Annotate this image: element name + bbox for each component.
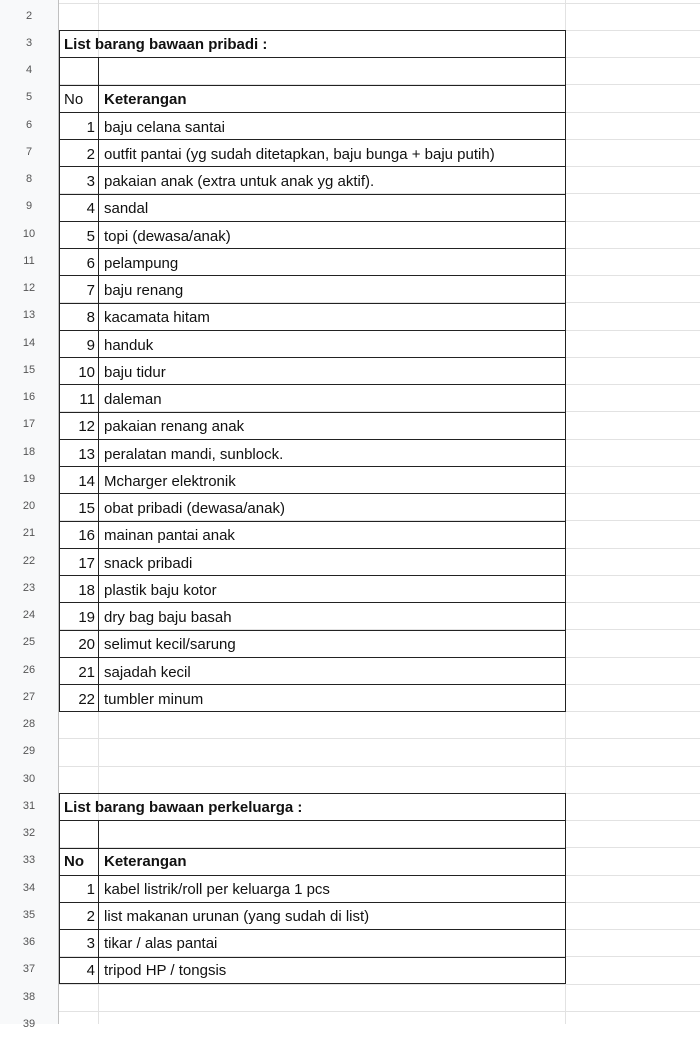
row-number[interactable]: 7 [25, 145, 33, 158]
personal-header-no[interactable]: No [64, 91, 84, 108]
personal-column-border [98, 57, 99, 711]
personal-item-number[interactable]: 22 [78, 690, 95, 708]
row-number[interactable]: 4 [25, 64, 33, 76]
family-header-no[interactable]: No [64, 853, 84, 870]
row-number[interactable]: 20 [22, 500, 36, 512]
personal-item-number[interactable]: 21 [78, 663, 95, 681]
row-number[interactable]: 15 [22, 363, 36, 376]
family-item-description[interactable]: tikar / alas pantai [104, 935, 218, 952]
row-number[interactable]: 2 [25, 9, 33, 22]
personal-item-number[interactable]: 6 [86, 254, 95, 272]
personal-item-description[interactable]: pakaian anak (extra untuk anak yg aktif). [104, 173, 375, 190]
family-item-number[interactable]: 4 [86, 962, 95, 980]
row-number[interactable]: 17 [22, 418, 36, 431]
family-column-border [98, 820, 99, 984]
row-number[interactable]: 35 [22, 908, 36, 921]
row-number[interactable]: 21 [22, 527, 36, 540]
row-number[interactable]: 29 [22, 745, 36, 758]
family-header-desc[interactable]: Keterangan [104, 853, 187, 870]
personal-item-number[interactable]: 11 [79, 391, 95, 408]
grid-row-line [59, 1011, 700, 1012]
row-number[interactable]: 19 [22, 472, 36, 485]
personal-item-number[interactable]: 5 [86, 227, 95, 245]
personal-item-description[interactable]: plastik baju kotor [104, 581, 217, 599]
personal-item-description[interactable]: mainan pantai anak [104, 527, 235, 545]
personal-item-number[interactable]: 9 [86, 336, 95, 354]
row-number[interactable]: 13 [22, 309, 36, 322]
row-number[interactable]: 25 [22, 636, 36, 649]
personal-item-number[interactable]: 4 [86, 200, 95, 218]
personal-item-number[interactable]: 20 [78, 636, 95, 654]
personal-item-description[interactable]: Mcharger elektronik [104, 472, 236, 490]
personal-item-description[interactable]: baju celana santai [104, 118, 225, 136]
row-number[interactable]: 27 [22, 690, 36, 703]
personal-header-desc[interactable]: Keterangan [104, 91, 187, 108]
family-item-description[interactable]: list makanan urunan (yang sudah di list) [104, 907, 370, 925]
personal-item-number[interactable]: 12 [78, 418, 95, 436]
family-item-description[interactable]: tripod HP / tongsis [104, 962, 227, 980]
personal-item-number[interactable]: 18 [78, 581, 95, 599]
family-item-number[interactable]: 1 [86, 880, 95, 898]
personal-item-number[interactable]: 3 [86, 173, 95, 190]
personal-item-number[interactable]: 7 [86, 282, 95, 299]
personal-item-description[interactable]: daleman [104, 391, 162, 408]
personal-item-description[interactable]: dry bag baju basah [104, 609, 232, 626]
row-number[interactable]: 38 [22, 990, 36, 1003]
row-number[interactable]: 14 [22, 336, 36, 349]
row-number[interactable]: 33 [22, 854, 36, 867]
row-number[interactable]: 37 [22, 963, 36, 976]
row-number[interactable]: 22 [22, 554, 36, 567]
grid-row-line [59, 738, 700, 739]
grid-row-line [59, 3, 700, 4]
row-number[interactable]: 11 [23, 254, 35, 267]
row-number[interactable]: 26 [22, 663, 36, 676]
personal-item-number[interactable]: 15 [78, 500, 95, 517]
family-item-number[interactable]: 2 [86, 907, 95, 925]
personal-item-description[interactable]: baju renang [104, 282, 184, 299]
row-number[interactable]: 10 [22, 227, 36, 240]
personal-item-description[interactable]: kacamata hitam [104, 309, 210, 327]
row-number[interactable]: 32 [22, 827, 36, 839]
personal-item-description[interactable]: sajadah kecil [104, 663, 191, 681]
row-number[interactable]: 24 [22, 609, 36, 621]
personal-item-number[interactable]: 2 [86, 145, 95, 163]
row-number[interactable]: 12 [22, 282, 36, 294]
grid-row-line [59, 766, 700, 767]
personal-item-number[interactable]: 16 [78, 527, 95, 545]
personal-item-description[interactable]: topi (dewasa/anak) [104, 227, 231, 245]
personal-item-number[interactable]: 14 [78, 472, 95, 490]
personal-item-description[interactable]: selimut kecil/sarung [104, 636, 236, 654]
row-number[interactable]: 8 [25, 173, 33, 185]
row-number[interactable]: 16 [22, 391, 36, 403]
family-list-title[interactable]: List barang bawaan perkeluarga : [64, 799, 303, 816]
personal-item-number[interactable]: 8 [86, 309, 95, 327]
row-number[interactable]: 3 [25, 36, 33, 49]
family-item-number[interactable]: 3 [86, 935, 95, 952]
row-number[interactable]: 30 [22, 772, 36, 785]
row-number[interactable]: 6 [25, 118, 33, 131]
row-number[interactable]: 23 [22, 581, 36, 594]
row-number[interactable]: 5 [25, 91, 33, 104]
personal-item-number[interactable]: 1 [86, 118, 95, 136]
personal-item-description[interactable]: pakaian renang anak [104, 418, 245, 436]
personal-list-title[interactable]: List barang bawaan pribadi : [64, 36, 268, 53]
family-item-description[interactable]: kabel listrik/roll per keluarga 1 pcs [104, 880, 330, 898]
row-number[interactable]: 36 [22, 936, 36, 948]
row-number[interactable]: 31 [22, 799, 36, 812]
personal-item-description[interactable]: snack pribadi [104, 554, 193, 572]
row-number[interactable]: 34 [22, 881, 36, 894]
personal-item-description[interactable]: pelampung [104, 254, 179, 272]
personal-item-description[interactable]: outfit pantai (yg sudah ditetapkan, baju bunga + baju putih) [104, 145, 495, 163]
personal-item-description[interactable]: handuk [104, 336, 154, 354]
personal-item-number[interactable]: 19 [78, 609, 95, 626]
row-number[interactable]: 28 [22, 718, 36, 730]
personal-item-description[interactable]: obat pribadi (dewasa/anak) [104, 500, 285, 517]
personal-item-number[interactable]: 10 [78, 363, 95, 381]
personal-item-description[interactable]: peralatan mandi, sunblock. [104, 445, 284, 463]
row-number[interactable]: 18 [22, 445, 36, 458]
personal-item-description[interactable]: sandal [104, 200, 149, 218]
row-number[interactable]: 39 [22, 1017, 36, 1030]
personal-item-description[interactable]: tumbler minum [104, 690, 204, 708]
row-number[interactable]: 9 [25, 200, 33, 213]
personal-item-number[interactable]: 17 [78, 554, 95, 572]
personal-item-number[interactable]: 13 [78, 445, 95, 463]
personal-item-description[interactable]: baju tidur [104, 363, 166, 381]
